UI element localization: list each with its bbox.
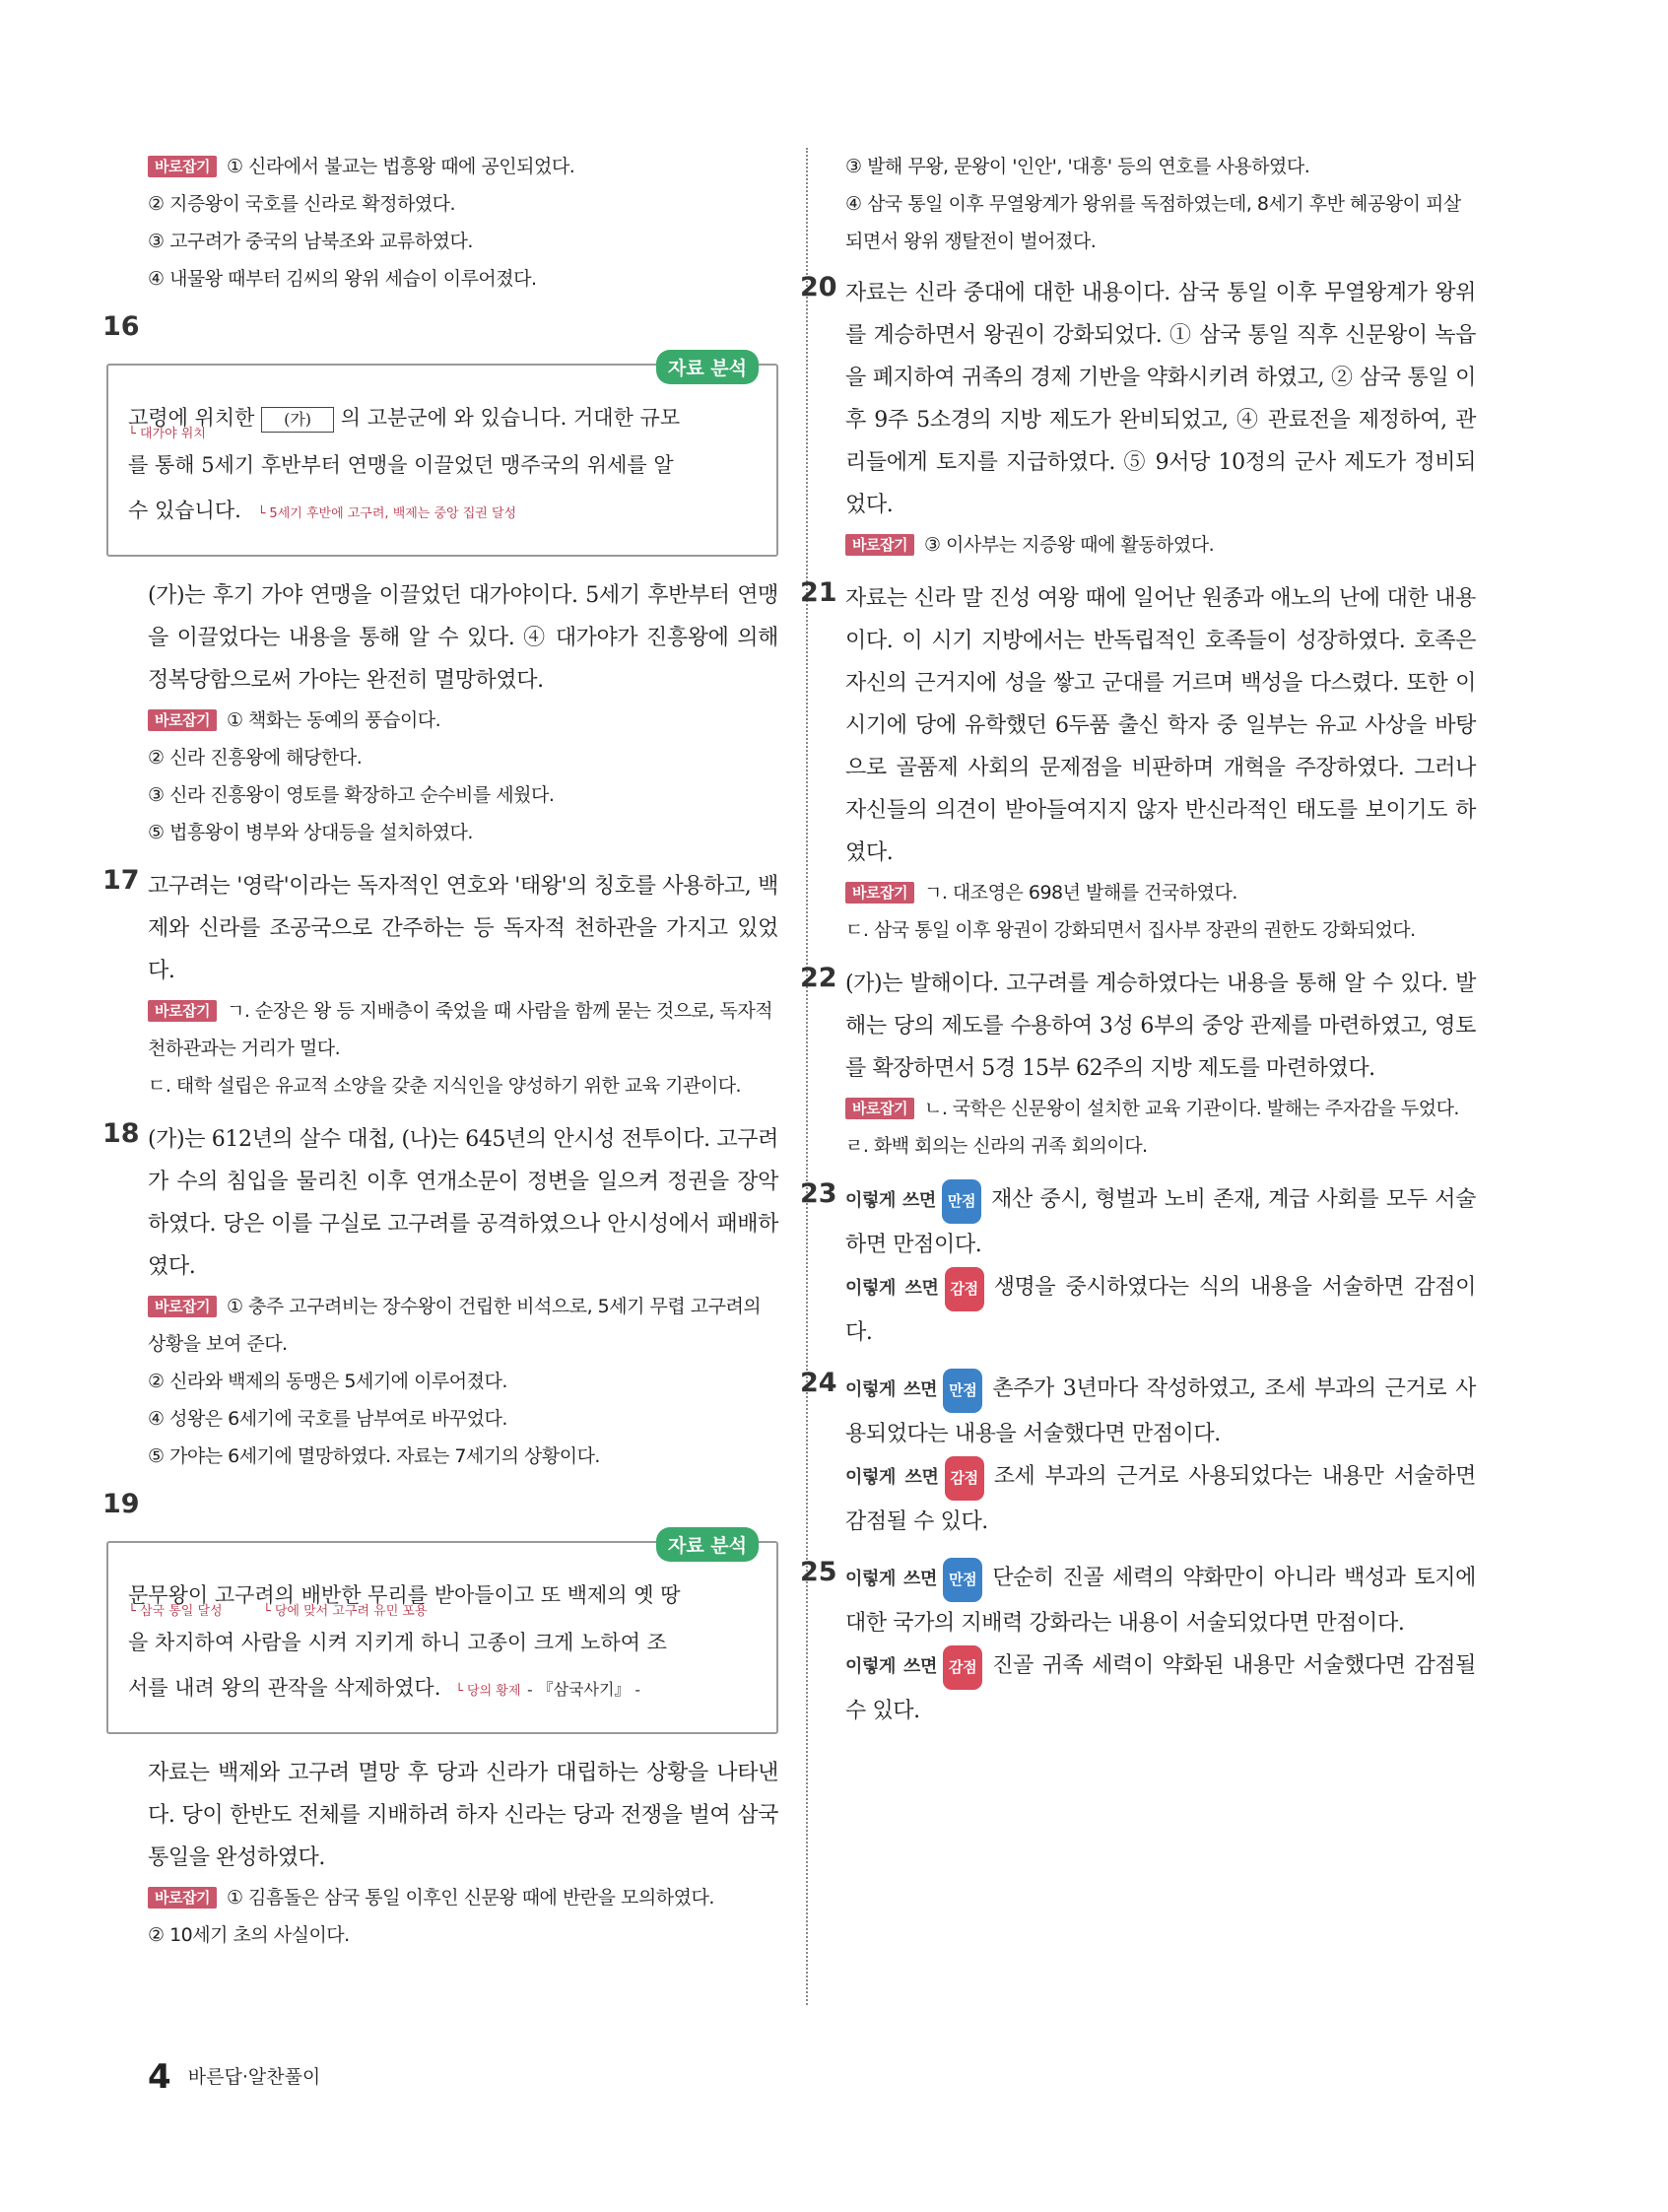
deduction-badge: 감점 — [945, 1267, 984, 1311]
column-divider — [806, 148, 808, 2005]
note: ⑤ 법흥왕이 병부와 상대등을 설치하였다. — [148, 822, 473, 843]
answer-text: 단순히 진골 세력의 약화만이 아니라 백성과 토지에 대한 국가의 지배력 강화라는 내용이 서술되었다면 만점이다. — [845, 1566, 1476, 1636]
answer-text: 재산 중시, 형벌과 노비 존재, 계급 사회를 모두 서술하면 만점이다. — [845, 1187, 1476, 1257]
question-23 — [800, 1178, 1476, 1354]
tag-correction: 바로잡기 — [845, 1098, 914, 1119]
note: ㄷ. 삼국 통일 이후 왕권이 강화되면서 집사부 장관의 권한도 강화되었다. — [845, 919, 1416, 941]
box-text: 의 고분군에 와 있습니다. 거대한 규모 — [340, 406, 681, 430]
question-20 — [800, 272, 1476, 564]
note: ③ 신라 진흥왕이 영토를 확장하고 순수비를 세웠다. — [148, 784, 555, 806]
note: ⑤ 가야는 6세기에 멸망하였다. 자료는 7세기의 상황이다. — [148, 1445, 600, 1467]
question-16 — [102, 311, 778, 851]
grade-label: 이렇게 쓰면 — [845, 1467, 939, 1488]
note: ㄹ. 화백 회의는 신라의 귀족 회의이다. — [845, 1135, 1148, 1157]
note: ③ 이사부는 지증왕 때에 활동하였다. — [923, 534, 1215, 556]
question-number: 16 — [102, 311, 140, 342]
box-text: 서를 내려 왕의 관작을 삭제하였다. — [128, 1676, 441, 1700]
note: ① 충주 고구려비는 장수왕이 건립한 비석으로, 5세기 무렵 고구려의 상황을 보여 준다. — [148, 1296, 762, 1355]
question-21 — [800, 577, 1476, 949]
page-footer — [148, 2057, 320, 2097]
note: ㄱ. 대조영은 698년 발해를 건국하였다. — [923, 882, 1237, 904]
deduction-badge: 감점 — [945, 1456, 984, 1501]
question-18 — [102, 1118, 778, 1475]
note: ② 지증왕이 국호를 신라로 확정하였다. — [148, 193, 456, 215]
question-number: 18 — [102, 1118, 140, 1149]
full-score-badge: 만점 — [943, 1558, 982, 1602]
note: ③ 고구려가 중국의 남북조와 교류하였다. — [148, 231, 473, 252]
top-notes-left — [148, 148, 778, 298]
tag-correction: 바로잡기 — [148, 1000, 217, 1022]
question-number: 21 — [800, 577, 837, 608]
answer-text: 자료는 신라 중대에 대한 내용이다. 삼국 통일 이후 무열왕계가 왕위를 계승하면서 왕권이 강화되었다. ① 삼국 통일 직후 신문왕이 녹읍을 폐지하여 귀족의 경제 기반을 약화시키려 하였고, ② 삼국 통일 이후 9주 5소경의 지방 제도가 완비되었고, ④ 관료전을 제정하여, 관리들에게 토지를 지급하였다. ⑤ 9서당 10정의 군사 제도가 정비되었다. — [845, 281, 1476, 517]
grade-label: 이렇게 쓰면 — [845, 1278, 939, 1299]
box-title: 자료 분석 — [656, 1527, 759, 1562]
deduction-badge: 감점 — [943, 1645, 982, 1690]
top-notes-right — [845, 148, 1476, 260]
answer-text: (가)는 발해이다. 고구려를 계승하였다는 내용을 통해 알 수 있다. 발해는 당의 제도를 수용하여 3성 6부의 중앙 관제를 마련하였고, 영토를 확장하면서 5경 15부 62주의 지방 제도를 마련하였다. — [845, 972, 1476, 1081]
answer-text: (가)는 후기 가야 연맹을 이끌었던 대가야이다. 5세기 후반부터 연맹을 이끌었다는 내용을 통해 알 수 있다. ④ 대가야가 진흥왕에 의해 정복당함으로써 가야는 완전히 멸망하였다. — [148, 583, 778, 693]
left-column — [102, 148, 778, 1968]
note: ㄱ. 순장은 왕 등 지배층이 죽었을 때 사람을 함께 묻는 것으로, 독자적 천하관과는 거리가 멀다. — [148, 1000, 773, 1059]
note: ④ 성왕은 6세기에 국호를 남부여로 바꾸었다. — [148, 1408, 507, 1430]
question-number: 19 — [102, 1489, 140, 1519]
source-citation: - 『삼국사기』 - — [527, 1680, 640, 1699]
source-box — [106, 358, 778, 557]
handwritten-note: └ 당의 황제 — [455, 1684, 521, 1699]
question-17 — [102, 865, 778, 1105]
box-text: 을 차지하여 사람을 시켜 지키게 하니 고종이 크게 노하여 조 — [128, 1631, 667, 1654]
question-number: 20 — [800, 272, 837, 302]
tag-correction: 바로잡기 — [845, 882, 914, 904]
grade-label: 이렇게 쓰면 — [845, 1569, 938, 1589]
tag-correction: 바로잡기 — [148, 156, 217, 177]
source-box — [106, 1535, 778, 1734]
handwritten-note: └ 대가야 위치 — [128, 427, 206, 441]
full-score-badge: 만점 — [942, 1179, 981, 1224]
footer-title: 바른답·알찬풀이 — [187, 2066, 321, 2088]
note: ㄴ. 국학은 신문왕이 설치한 교육 기관이다. 발해는 주자감을 두었다. — [923, 1098, 1459, 1119]
question-number: 17 — [102, 865, 140, 896]
answer-text: 고구려는 '영락'이라는 독자적인 연호와 '태왕'의 칭호를 사용하고, 백제와 신라를 조공국으로 간주하는 등 독자적 천하관을 가지고 있었다. — [148, 874, 778, 983]
tag-correction: 바로잡기 — [148, 709, 217, 731]
handwritten-note: └ 삼국 통일 달성 └ 당에 맞서 고구려 유민 포용 — [128, 1604, 428, 1619]
note: ④ 삼국 통일 이후 무열왕계가 왕위를 독점하였는데, 8세기 후반 혜공왕이 피살되면서 왕위 쟁탈전이 벌어졌다. — [845, 193, 1461, 252]
note: ㄷ. 태학 설립은 유교적 소양을 갖춘 지식인을 양성하기 위한 교육 기관이다. — [148, 1075, 742, 1097]
question-number: 22 — [800, 963, 837, 993]
grade-label: 이렇게 쓰면 — [845, 1190, 936, 1211]
tag-correction: 바로잡기 — [148, 1296, 217, 1317]
note: ② 10세기 초의 사실이다. — [148, 1924, 350, 1946]
right-column — [800, 148, 1476, 1746]
question-number: 25 — [800, 1557, 837, 1587]
note: ② 신라와 백제의 동맹은 5세기에 이루어졌다. — [148, 1371, 507, 1392]
handwritten-note: └ 5세기 후반에 고구려, 백제는 중앙 집권 달성 — [257, 506, 517, 521]
grade-label: 이렇게 쓰면 — [845, 1656, 938, 1677]
box-title: 자료 분석 — [656, 350, 759, 384]
answer-text: 촌주가 3년마다 작성하였고, 조세 부과의 근거로 사용되었다는 내용을 서술했다면 만점이다. — [845, 1376, 1476, 1446]
note: ③ 발해 무왕, 문왕이 '인안', '대흥' 등의 연호를 사용하였다. — [845, 156, 1310, 177]
full-score-badge: 만점 — [943, 1369, 982, 1413]
answer-text: 생명을 중시하였다는 식의 내용을 서술하면 감점이다. — [845, 1275, 1476, 1345]
note: ② 신라 진흥왕에 해당한다. — [148, 747, 363, 769]
answer-text: 자료는 신라 말 진성 여왕 때에 일어난 원종과 애노의 난에 대한 내용이다. 이 시기 지방에서는 반독립적인 호족들이 성장하였다. 호족은 자신의 근거지에 성을 쌓고 군대를 거르며 백성을 다스렸다. 또한 이 시기에 당에 유학했던 6두품 출신 학자 중 일부는 유교 사상을 바탕으로 골품제 사회의 문제점을 비판하며 개혁을 주장하였다. 그러나 자신들의 의견이 받아들여지지 않자 반신라적인 태도를 보이기도 하였다. — [845, 586, 1476, 865]
page-number: 4 — [148, 2057, 171, 2097]
answer-text: 조세 부과의 근거로 사용되었다는 내용만 서술하면 감점될 수 있다. — [845, 1464, 1476, 1534]
question-25 — [800, 1557, 1476, 1732]
question-19 — [102, 1489, 778, 1954]
note: ④ 내물왕 때부터 김씨의 왕위 세습이 이루어졌다. — [148, 268, 537, 290]
question-22 — [800, 963, 1476, 1165]
tag-correction: 바로잡기 — [845, 534, 914, 556]
tag-correction: 바로잡기 — [148, 1887, 217, 1909]
question-24 — [800, 1368, 1476, 1543]
question-number: 24 — [800, 1368, 837, 1398]
box-text: 고령에 위치한 — [128, 406, 255, 430]
note: ① 김흠돌은 삼국 통일 이후인 신문왕 때에 반란을 모의하였다. — [226, 1887, 714, 1909]
answer-text: 자료는 백제와 고구려 멸망 후 당과 신라가 대립하는 상황을 나타낸다. 당이 한반도 전체를 지배하려 하자 신라는 당과 전쟁을 벌여 삼국 통일을 완성하였다. — [148, 1761, 778, 1870]
box-text: 문무왕이 고구려의 배반한 무리를 받아들이고 또 백제의 옛 땅 — [128, 1583, 681, 1607]
note: ① 신라에서 불교는 법흥왕 때에 공인되었다. — [226, 156, 575, 177]
answer-text: (가)는 612년의 살수 대첩, (나)는 645년의 안시성 전투이다. 고구려가 수의 침입을 물리친 이후 연개소문이 정변을 일으켜 정권을 장악하였다. 당은 이를 구실로 고구려를 공격하였으나 안시성에서 패배하였다. — [148, 1127, 778, 1279]
box-text: 를 통해 5세기 후반부터 연맹을 이끌었던 맹주국의 위세를 알 — [128, 453, 674, 477]
note: ① 책화는 동예의 풍습이다. — [226, 709, 441, 731]
blank-box: (가) — [261, 407, 334, 433]
question-number: 23 — [800, 1178, 837, 1209]
answer-text: 진골 귀족 세력이 약화된 내용만 서술했다면 감점될 수 있다. — [845, 1653, 1476, 1723]
grade-label: 이렇게 쓰면 — [845, 1379, 938, 1400]
box-text: 수 있습니다. — [128, 499, 241, 522]
